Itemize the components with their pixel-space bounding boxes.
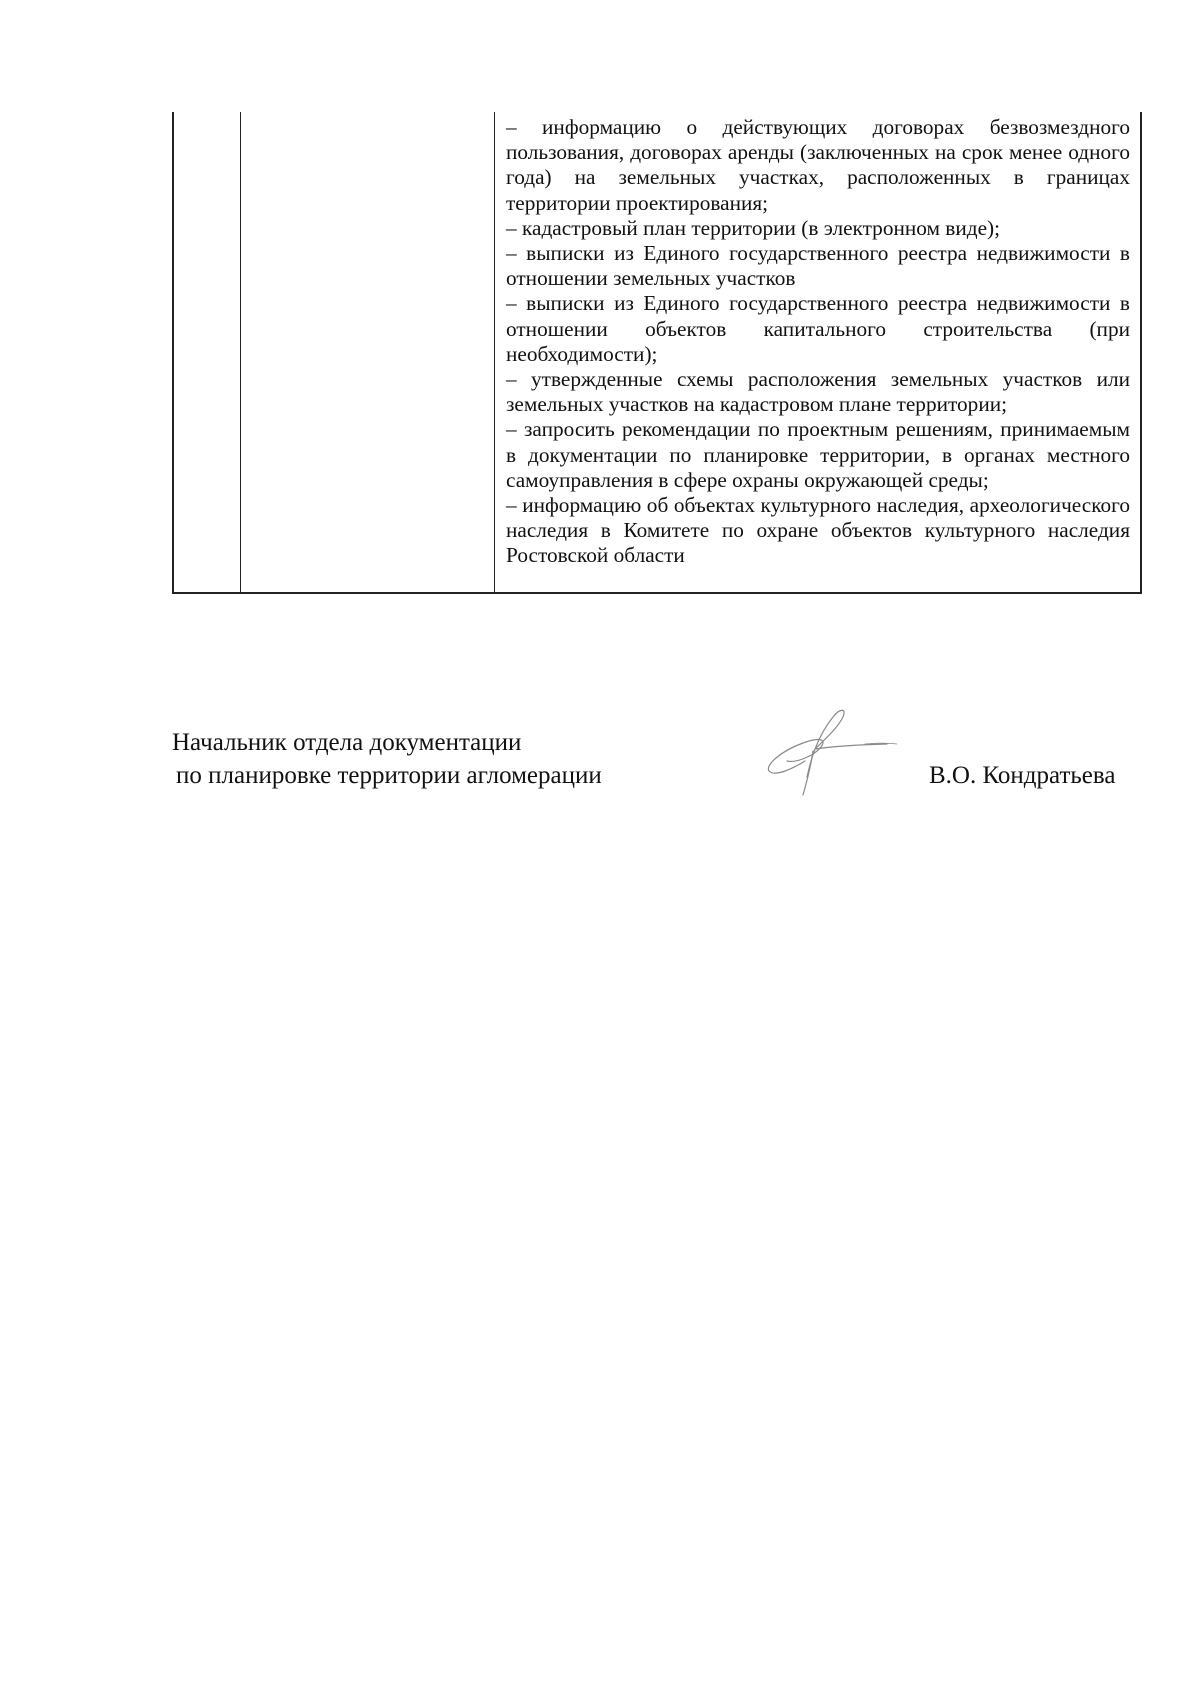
list-item: – информацию о действующих договорах безвозмездного пользования, договорах аренды (заключенных на срок менее одного года) на земельных участках, расположенных в границах территории проектирования; [506, 115, 1130, 215]
list-item: – информацию об объектах культурного наследия, археологического наследия в Комитете по охране объектов культурного наследия Ростовской области [506, 493, 1130, 568]
list-item: – запросить рекомендации по проектным решениям, принимаемым в документации по планировке территории, в органах местного самоуправления в сфере охраны окружающей среды; [506, 417, 1130, 492]
signatory-name: В.О. Кондратьева [929, 762, 1116, 789]
table-cell-requirements [506, 115, 1130, 569]
column-divider-2 [494, 112, 495, 592]
list-item: – выписки из Единого государственного реестра недвижимости в отношении земельных участков [506, 241, 1130, 291]
handwritten-signature [747, 699, 907, 799]
requirements-table [172, 112, 1142, 594]
list-item: – кадастровый план территории (в электронном виде); [506, 215, 1001, 240]
list-item: – выписки из Единого государственного реестра недвижимости в отношении объектов капитального строительства (при необходимости); [506, 291, 1130, 366]
column-divider-1 [240, 112, 241, 592]
signatory-title-line-2: по планировке территории агломерации [176, 762, 602, 789]
signatory-title-line-1: Начальник отдела документации [172, 729, 522, 756]
list-item: – утвержденные схемы расположения земельных участков или земельных участков на кадастровом плане территории; [506, 367, 1130, 417]
signature-block [172, 727, 1152, 817]
